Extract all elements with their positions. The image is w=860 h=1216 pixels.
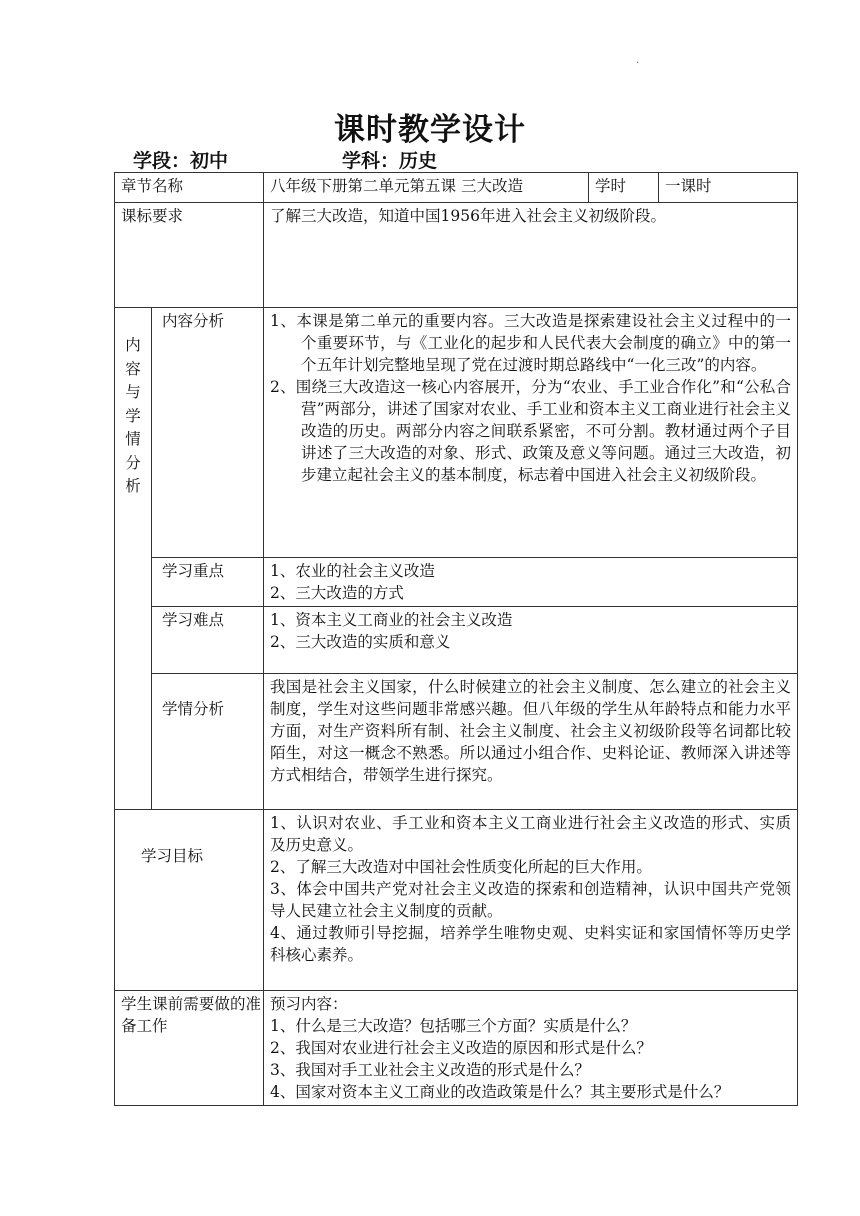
- key-item: 1、农业的社会主义改造: [270, 562, 435, 580]
- analysis-group-char: 析: [125, 477, 141, 495]
- table-row: [115, 558, 798, 607]
- table-row: [115, 203, 798, 308]
- goal-item: 4、通过教师引导挖掘，培养学生唯物史观、史料实证和家国情怀等历史学科核心素养。: [270, 924, 792, 964]
- analysis-group-char: 分: [125, 453, 141, 472]
- table-row: [115, 674, 798, 810]
- standard-label: 课标要求: [115, 203, 264, 308]
- goal-item: 2、了解三大改造对中国社会性质变化所起的巨大作用。: [270, 858, 652, 876]
- prep-item: 4、国家对资本主义工商业的改造政策是什么？其主要形式是什么？: [270, 1083, 730, 1101]
- difficult-item: 2、三大改造的实质和意义: [270, 633, 451, 651]
- prep-intro: 预习内容：: [270, 995, 348, 1013]
- content-item: 2、围绕三大改造这一核心内容展开，分为“农业、手工业合作化”和“公私合营”两部分，讲述了国家对农业、手工业和资本主义工商业进行社会主义改造的历史。两部分内容之间联系紧密，不可分割。教材通过两个子目讲述了三大改造的对象、形式、政策及意义等问题。通过三大改造，初步建立起社会主义的基本制度，标志着中国进入社会主义初级阶段。: [270, 378, 792, 484]
- page-title: 课时教学设计: [334, 112, 526, 148]
- preparation-value: [264, 991, 798, 1106]
- table-row: [115, 607, 798, 674]
- lesson-design-table: [114, 172, 798, 1106]
- period-label: 学时: [589, 173, 659, 203]
- key-item: 2、三大改造的方式: [270, 584, 404, 602]
- student-analysis-value: 我国是社会主义国家，什么时候建立的社会主义制度、怎么建立的社会主义制度，学生对这些问题非常感兴趣。但八年级的学生从年龄特点和能力水平方面，对生产资料所有制、社会主义制度、社会主义初级阶段等名词都比较陌生，对这一概念不熟悉。所以通过小组合作、史料论证、教师深入讲述等方式相结合，带领学生进行探究。: [264, 674, 798, 810]
- chapter-label: 章节名称: [115, 173, 264, 203]
- goal-item: 1、认识对农业、手工业和资本主义工商业进行社会主义改造的形式、实质及历史意义。: [270, 814, 792, 854]
- table-row: [115, 991, 798, 1106]
- analysis-group-char: 内: [125, 336, 141, 354]
- analysis-group-label: [115, 308, 152, 810]
- prep-item: 2、我国对农业进行社会主义改造的原因和形式是什么？: [270, 1039, 652, 1057]
- chapter-value: 八年级下册第二单元第五课 三大改造: [264, 173, 589, 203]
- learning-goals-value: [264, 810, 798, 991]
- analysis-group-char: 学: [125, 406, 141, 425]
- table-row: [115, 810, 798, 991]
- content-item: 1、本课是第二单元的重要内容。三大改造是探索建设社会主义过程中的一个重要环节，与《工业化的起步和人民代表大会制度的确立》中的第一个五年计划完整地呈现了党在过渡时期总路线中“一化三改”的内容。: [270, 312, 792, 374]
- difficult-points-label: 学习难点: [152, 607, 264, 674]
- preparation-label: 学生课前需要做的准备工作: [115, 991, 264, 1106]
- standard-value: 了解三大改造，知道中国1956年进入社会主义初级阶段。: [264, 203, 798, 308]
- analysis-group-char: 与: [125, 383, 141, 401]
- analysis-group-char: 容: [125, 359, 141, 378]
- prep-item: 1、什么是三大改造？包括哪三个方面？实质是什么？: [270, 1017, 637, 1035]
- analysis-group-char: 情: [125, 430, 141, 448]
- key-points-value: [264, 558, 798, 607]
- difficult-points-value: [264, 607, 798, 674]
- period-value: 一课时: [659, 173, 798, 203]
- table-row: [115, 173, 798, 203]
- subject-label: 学科：历史: [342, 150, 438, 172]
- prep-item: 3、我国对手工业社会主义改造的形式是什么？: [270, 1061, 590, 1079]
- table-row: [115, 308, 798, 558]
- student-analysis-label: 学情分析: [152, 674, 264, 810]
- difficult-item: 1、资本主义工商业的社会主义改造: [270, 611, 513, 629]
- content-analysis-value: [264, 308, 798, 558]
- content-analysis-label: 内容分析: [152, 308, 264, 558]
- goal-item: 3、体会中国共产党对社会主义改造的探索和创造精神，认识中国共产党领导人民建立社会主义制度的贡献。: [270, 880, 792, 920]
- header-dot: ·: [636, 58, 640, 69]
- key-points-label: 学习重点: [152, 558, 264, 607]
- learning-goals-label: 学习目标: [115, 810, 264, 991]
- stage-label: 学段：初中: [133, 150, 229, 172]
